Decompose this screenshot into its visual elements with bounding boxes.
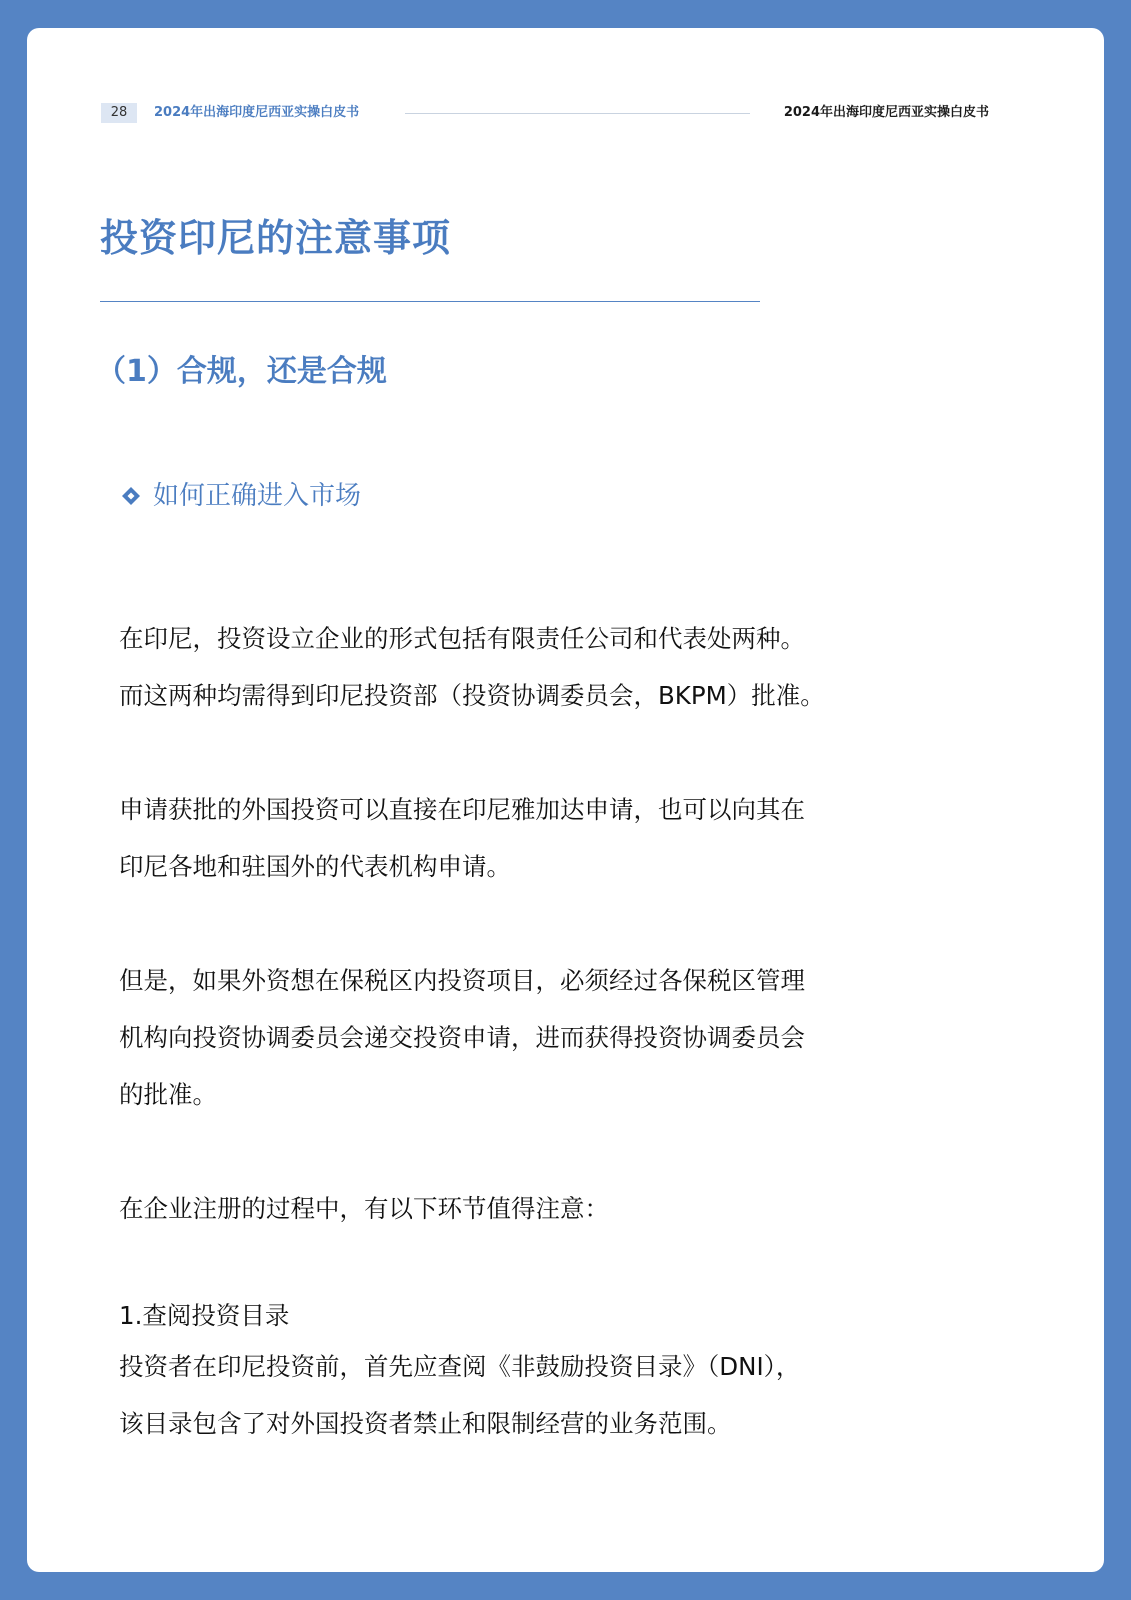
paragraph-gap [119, 1123, 1019, 1180]
body-text [119, 610, 1019, 1452]
diamond-icon [121, 486, 141, 506]
section-subtitle: （1）合规，还是合规 [96, 354, 387, 389]
paragraph-line: 机构向投资协调委员会递交投资申请，进而获得投资协调委员会 [119, 1023, 805, 1052]
list-item-heading: 1.查阅投资目录 [119, 1301, 290, 1330]
bullet-heading [121, 476, 361, 516]
title-underline [100, 301, 760, 302]
paragraph-line: 在印尼，投资设立企业的形式包括有限责任公司和代表处两种。 [119, 624, 805, 653]
paragraph-gap [119, 724, 1019, 781]
paragraph-line: 的批准。 [119, 1080, 217, 1109]
header-left-title: 2024年出海印度尼西亚实操白皮书 [154, 105, 360, 120]
paragraph-line: 但是，如果外资想在保税区内投资项目，必须经过各保税区管理 [119, 966, 805, 995]
paragraph-gap [119, 895, 1019, 952]
bullet-heading-text: 如何正确进入市场 [153, 481, 362, 511]
paragraph-gap [119, 1237, 1019, 1294]
page-number: 28 [101, 103, 137, 123]
paragraph-line: 该目录包含了对外国投资者禁止和限制经营的业务范围。 [119, 1409, 732, 1438]
section-title: 投资印尼的注意事项 [100, 216, 452, 260]
paragraph-line: 投资者在印尼投资前，首先应查阅《非鼓励投资目录》（DNI）， [119, 1352, 801, 1381]
header-divider [405, 113, 750, 114]
paragraph-line: 在企业注册的过程中，有以下环节值得注意： [119, 1194, 609, 1223]
paragraph-line: 印尼各地和驻国外的代表机构申请。 [119, 852, 511, 881]
document-page [27, 28, 1104, 1572]
header-right-title: 2024年出海印度尼西亚实操白皮书 [783, 105, 989, 120]
paragraph-line: 申请获批的外国投资可以直接在印尼雅加达申请，也可以向其在 [119, 795, 805, 824]
paragraph-line: 而这两种均需得到印尼投资部（投资协调委员会，BKPM）批准。 [119, 681, 825, 710]
